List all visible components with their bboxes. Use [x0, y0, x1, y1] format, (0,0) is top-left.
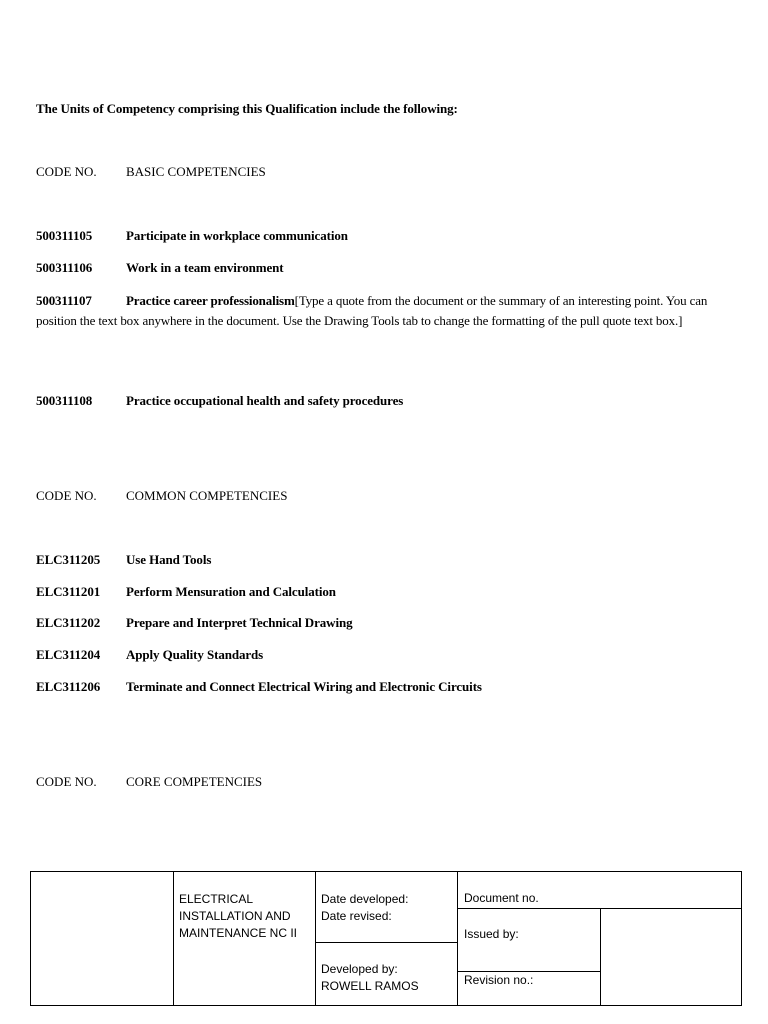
basic-row-code: 500311107: [36, 293, 92, 308]
date-fields: [321, 891, 408, 925]
basic-row-title: Practice career professionalism: [126, 293, 295, 308]
common-row-title: Use Hand Tools: [126, 552, 212, 567]
basic-row-with-pull-quote: [36, 291, 726, 330]
issued-by-label: Issued by:: [464, 927, 519, 941]
basic-row-code: 500311105: [36, 228, 93, 243]
common-row-title: Prepare and Interpret Technical Drawing: [126, 615, 353, 630]
document-no-label: Document no.: [464, 891, 539, 905]
common-row-code: ELC311206: [36, 679, 101, 694]
pull-quote-placeholder[interactable]: [Type a quote from the document or the summary of an interesting point. You can position the text box anywhere in the document. Use the Drawing Tools tab to change the formatting of the pull quote text box.]: [36, 293, 708, 328]
common-row-title: Perform Mensuration and Calculation: [126, 584, 336, 599]
intro-text: The Units of Competency comprising this Qualification include the following:: [36, 101, 458, 116]
revision-no-label: Revision no.:: [464, 973, 534, 987]
date-revised-label: Date revised:: [321, 909, 392, 923]
common-row-title: Terminate and Connect Electrical Wiring and Electronic Circuits: [126, 679, 482, 694]
core-header-title: CORE COMPETENCIES: [126, 774, 263, 789]
qualification-title-line: MAINTENANCE NC II: [179, 926, 298, 940]
developed-by: [321, 961, 419, 995]
developed-by-name: ROWELL RAMOS: [321, 979, 419, 993]
footer-divider: [315, 942, 457, 943]
common-row-code: ELC311202: [36, 615, 101, 630]
basic-row-title: Participate in workplace communication: [126, 228, 348, 243]
qualification-title-line: ELECTRICAL: [179, 892, 254, 906]
basic-header-title: BASIC COMPETENCIES: [126, 164, 266, 179]
date-developed-label: Date developed:: [321, 892, 409, 906]
qualification-title-line: INSTALLATION AND: [179, 909, 291, 923]
common-header-code: CODE NO.: [36, 488, 97, 503]
basic-row-title: Work in a team environment: [126, 260, 284, 275]
footer-divider: [600, 908, 601, 1005]
core-header-code: CODE NO.: [36, 774, 97, 789]
common-header-title: COMMON COMPETENCIES: [126, 488, 288, 503]
footer-divider: [457, 872, 458, 1005]
footer-divider: [173, 872, 174, 1005]
qualification-title: [179, 891, 297, 942]
common-row-code: ELC311205: [36, 552, 101, 567]
footer-divider: [457, 908, 741, 909]
basic-header-code: CODE NO.: [36, 164, 97, 179]
basic-row-code: 500311108: [36, 393, 93, 408]
basic-row-title: Practice occupational health and safety procedures: [126, 393, 404, 408]
footer-divider: [315, 872, 316, 1005]
document-footer-table: [30, 871, 742, 1006]
common-row-code: ELC311204: [36, 647, 101, 662]
common-row-title: Apply Quality Standards: [126, 647, 264, 662]
developed-by-label: Developed by:: [321, 962, 398, 976]
common-row-code: ELC311201: [36, 584, 101, 599]
basic-row-code: 500311106: [36, 260, 93, 275]
